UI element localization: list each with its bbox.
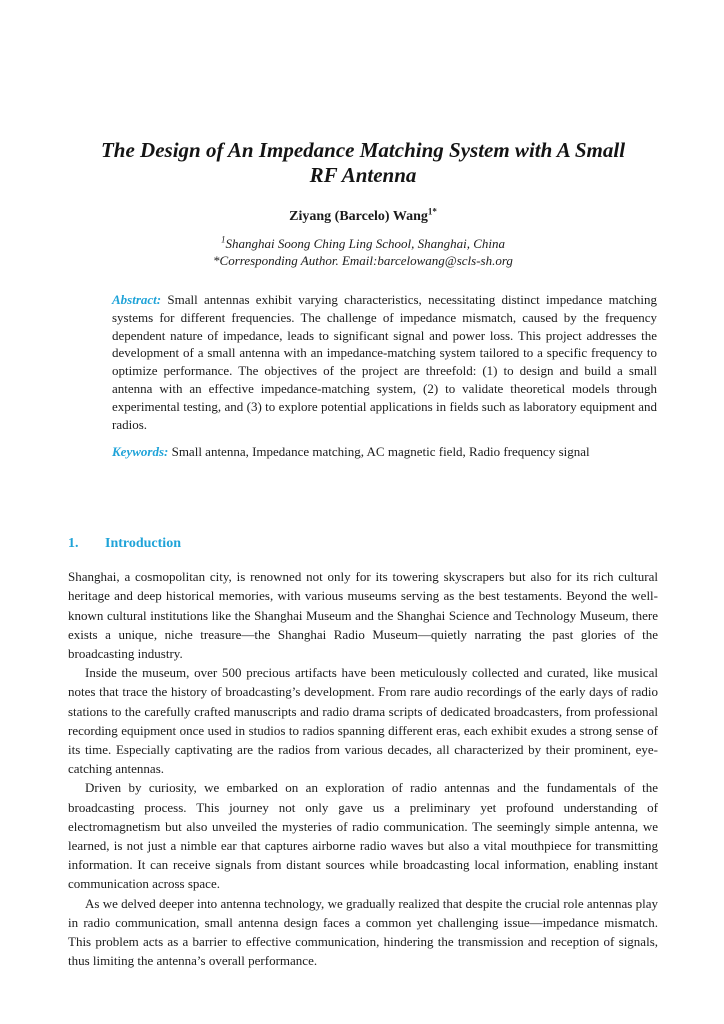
intro-paragraph-4: As we delved deeper into antenna technology, we gradually realized that despite the crucial role antennas play in radio communication, small antenna design faces a common yet challenging issue—impedance mismatch. This problem acts as a barrier to effective communication, hindering the transmission and reception of signals, thus limiting the antenna’s overall performance. — [68, 895, 658, 969]
intro-paragraph-2: Inside the museum, over 500 precious artifacts have been meticulously collected and curated, like musical notes that trace the history of broadcasting’s development. From rare audio recordings of the early days of radio stations to the carefully crafted manuscripts and radio drama scripts of dedicated broadcasters, from professional recording equipment once used in studios to radios spanning different eras, each exhibit exudes a strong sense of its time. Especially captivating are the radios from various decades, all characterized by their prominent, eye-catching antennas. — [68, 665, 658, 777]
intro-paragraph-3: Driven by curiosity, we embarked on an exploration of radio antennas and the fundamentals of the broadcasting process. This journey not only gave us a preliminary yet profound understanding of electromagnetism but also unveiled the mysteries of radio communication. The seemingly simple antenna, we learned, is not just a nimble ear that captures airborne radio waves but also a vital mouthpiece for transmitting information. It can receive signals from distant sources while broadcasting local information, enabling instant communication across space. — [68, 780, 658, 892]
abstract-paragraph — [112, 291, 657, 433]
intro-paragraph-1: Shanghai, a cosmopolitan city, is renowned not only for its towering skyscrapers but also for its rich cultural heritage and deep historical memories, with various museums serving as the best testaments. Beyond the well-known cultural institutions like the Shanghai Museum and the Shanghai Science and Technology Museum, there exists a unique, niche treasure—the Shanghai Radio Museum—quietly narrating the past glories of the broadcasting industry. — [68, 569, 658, 661]
abstract-text: Small antennas exhibit varying characteristics, necessitating distinct impedance matching systems for different frequencies. The challenge of impedance mismatch, caused by the frequency dependent nature of impedance, leads to significant signal and power loss. This project addresses the development of a small antenna with an impedance-matching system tailored to a specific frequency to optimize performance. The objectives of the project are threefold: (1) to design and build a small antenna with an effective impedance-matching system, (2) to validate theoretical models through experimental testing, and (3) to explore potential applications in fields such as laboratory equipment and radios. — [112, 292, 658, 432]
paper-title — [68, 138, 658, 188]
author-line — [68, 206, 658, 225]
affiliation-block — [68, 235, 658, 269]
affiliation-line — [68, 235, 658, 252]
section-title: Introduction — [105, 536, 181, 552]
correspondence-line: *Corresponding Author. Email:barcelowang@scls-sh.org — [213, 253, 513, 268]
paper-title-line-1: The Design of An Impedance Matching System with A Small — [100, 138, 626, 162]
author-name: Ziyang (Barcelo) Wang — [289, 209, 428, 224]
affiliation-text: Shanghai Soong Ching Ling School, Shanghai, China — [225, 236, 505, 251]
keywords-label: Keywords: — [112, 444, 169, 460]
paper-title-line-2: RF Antenna — [309, 163, 417, 187]
section-heading-introduction — [68, 535, 658, 552]
affiliation-superscript: 1 — [220, 234, 226, 245]
abstract-label: Abstract: — [112, 292, 162, 307]
keywords-line — [112, 443, 657, 461]
author-superscript: 1* — [427, 206, 437, 217]
section-number: 1. — [68, 536, 79, 552]
keywords-text: Small antenna, Impedance matching, AC magnetic field, Radio frequency signal — [171, 444, 590, 460]
